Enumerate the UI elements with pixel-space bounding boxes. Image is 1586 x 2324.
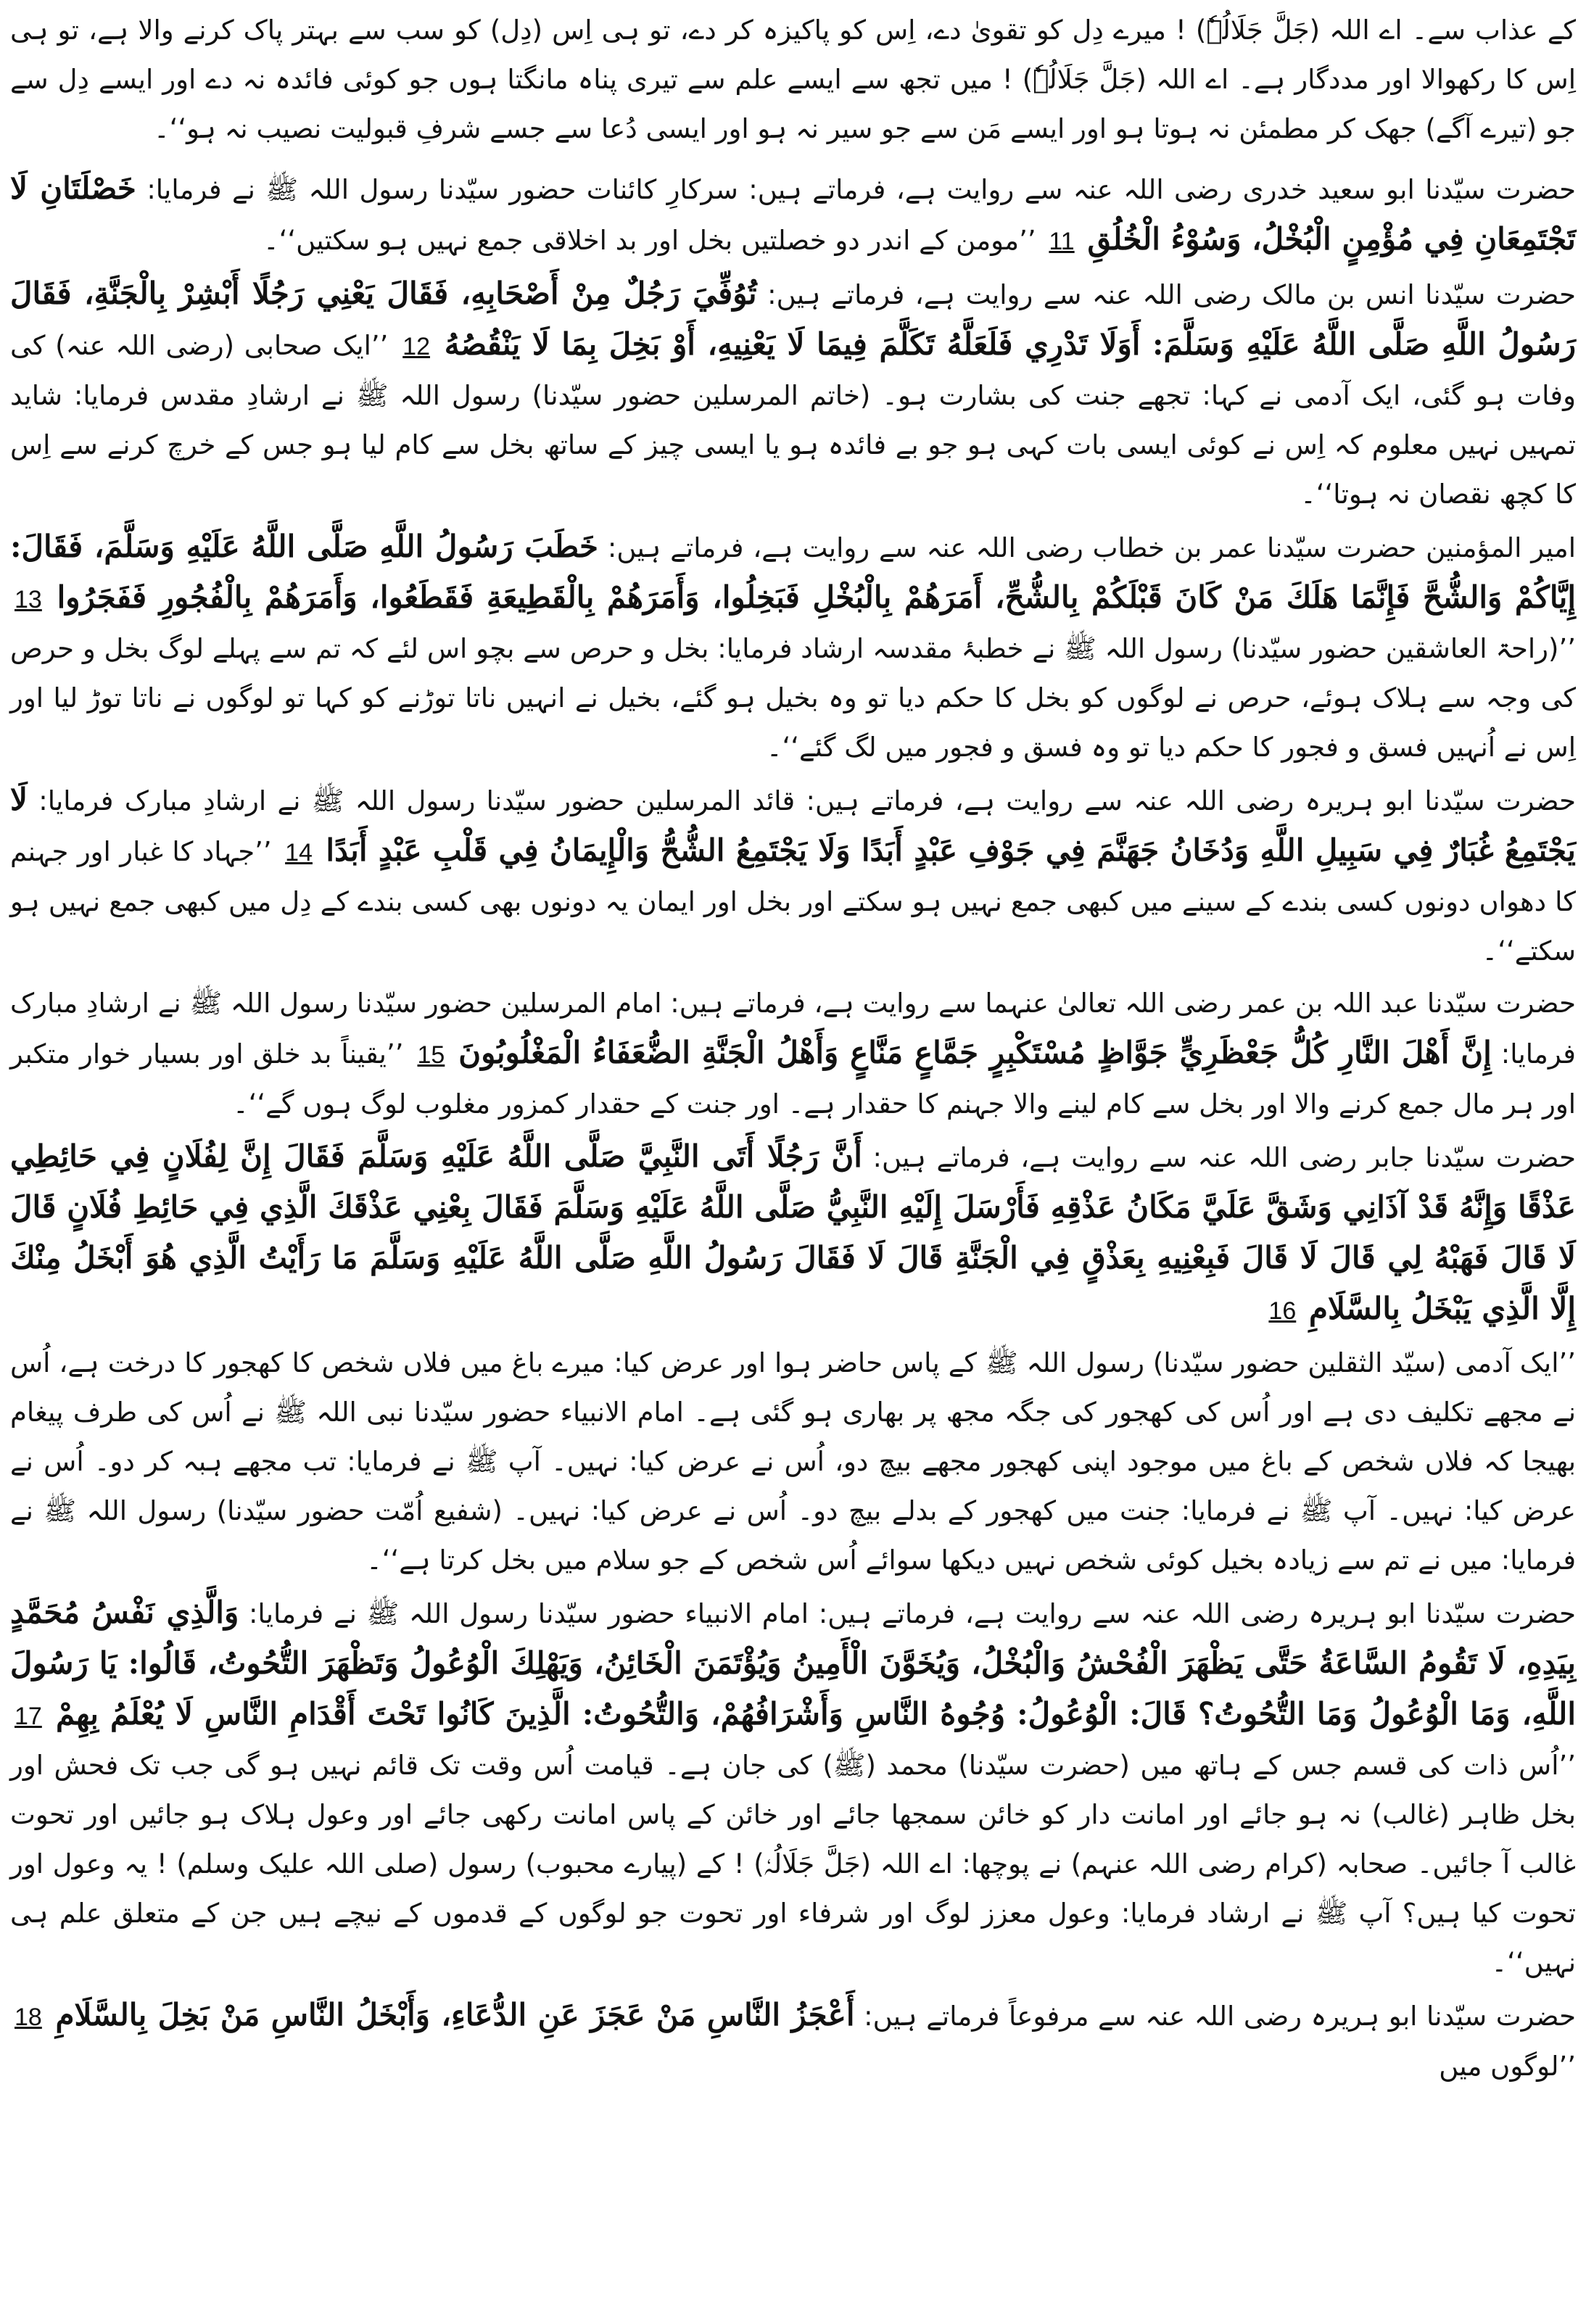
urdu-translation-text: ’’ایک آدمی (سیّد الثقلین حضور سیّدنا) رسول اللہ ﷺ کے پاس حاضر ہوا اور عرض کیا: میرے باغ میں فلاں شخص کا کھجور کا درخت ہے، اُس نے مجھے تکلیف دی ہے اور اُس کی کھجور کی جگہ مجھ پر بھاری ہو گئی ہے۔ امام الانبیاء حضور سیّدنا نبی اللہ ﷺ نے اُس کی طرف پیغام بھیجا کہ فلاں شخص کے باغ میں موجود اپنی کھجور مجھے بیچ دو، اُس نے عرض کیا: نہیں۔ آپ ﷺ نے فرمایا: تب مجھے ہبہ کر دو۔ اُس نے عرض کیا: نہیں۔ آپ ﷺ نے فرمایا: جنت میں کھجور کے بدلے بیچ دو۔ اُس نے عرض کیا: نہیں۔ (شفیع اُمّت حضور سیّدنا) رسول اللہ ﷺ نے فرمایا: میں نے تم سے زیادہ بخیل کوئی شخص نہیں دیکھا سوائے اُس شخص کے جو سلام میں بخل کرتا ہے‘‘۔ bbox=[10, 1347, 1576, 1576]
footnote-reference: 11 bbox=[1049, 228, 1075, 255]
arabic-hadith-text: إِنَّ أَهْلَ النَّارِ كُلُّ جَعْظَرِيٍّ جَوَّاظٍ مُسْتَكْبِرٍ جَمَّاعٍ مَنَّاعٍ وَأَهْلُ الْجَنَّةِ الضُّعَفَاءُ الْمَغْلُوبُونَ bbox=[458, 1035, 1492, 1070]
urdu-translation-text: ’’اُس ذات کی قسم جس کے ہاتھ میں (حضرت سیّدنا) محمد (ﷺ) کی جان ہے۔ قیامت اُس وقت تک قائم نہیں ہو گی جب تک فحش اور بخل ظاہر (غالب) نہ ہو جائے اور امانت دار کو خائن سمجھا جائے اور خائن کے پاس امانت رکھی جائے اور وعول ہلاک ہو جائیں اور تحوت غالب آ جائیں۔ صحابہ (کرام رضی اللہ عنہم) نے پوچھا: اے اللہ (جَلَّ جَلَالُہٗ) ! کے (پیارے محبوب) رسول (صلی اللہ علیک وسلم) ! یہ وعول اور تحوت کیا ہیں؟ آپ ﷺ نے ارشاد فرمایا: وعول معزز لوگ اور شرفاء اور تحوت جو لوگوں کے قدموں کے نیچے ہیں جن کے متعلق علم ہی نہیں‘‘۔ bbox=[10, 1750, 1576, 1978]
footnote-reference: 15 bbox=[417, 1041, 445, 1069]
footnote-reference: 18 bbox=[15, 2003, 42, 2031]
urdu-translation-text: ’’(راحۃ العاشقین حضور سیّدنا) رسول اللہ ﷺ نے خطبۂ مقدسہ ارشاد فرمایا: بخل و حرص سے بچو اس لئے کہ تم سے پہلے لوگ بخل و حرص کی وجہ سے ہلاک ہوئے، حرص نے لوگوں کو بخل کا حکم دیا تو وہ بخیل ہو گئے، بخیل نے انہیں ناتا توڑنے کو کہا تو لوگوں نے ناتا توڑ لیا اور اِس نے اُنہیں فسق و فجور کا حکم دیا تو وہ فسق و فجور میں لگ گئے‘‘۔ bbox=[10, 633, 1576, 763]
paragraph-hadith-14 bbox=[10, 775, 1576, 976]
paragraph-hadith-15 bbox=[10, 979, 1576, 1129]
urdu-narrator-text: حضرت سیّدنا انس بن مالک رضی اللہ عنہ سے روایت ہے، فرماتے ہیں: bbox=[756, 279, 1576, 310]
urdu-text: کے عذاب سے۔ اے اللہ (جَلَّ جَلَالُہٗ) ! میرے دِل کو تقویٰ دے، اِس کو پاکیزہ کر دے، تو ہی اِس (دِل) کو سب سے بہتر پاک کرنے والا ہے، تو ہی اِس کا رکھوالا اور مددگار ہے۔ اے اللہ (جَلَّ جَلَالُہٗ) ! میں تجھ سے ایسے علم سے تیری پناہ مانگتا ہوں جو کوئی فائدہ نہ دے اور ایسے دِل سے جو (تیرے آگے) جھک کر مطمئن نہ ہوتا ہو اور ایسے مَن سے جو سیر نہ ہو اور ایسی دُعا سے جسے شرفِ قبولیت نصیب نہ ہو‘‘۔ bbox=[10, 15, 1576, 144]
arabic-hadith-text: تُوُفِّيَ رَجُلٌ مِنْ أَصْحَابِهِ، فَقَالَ يَعْنِي رَجُلًا أَبْشِرْ بِالْجَنَّةِ، فَقَالَ رَسُولُ اللَّهِ صَلَّى اللَّهُ عَلَيْهِ وَسَلَّمَ: أَوَلَا تَدْرِي فَلَعَلَّهُ تَكَلَّمَ فِيمَا لَا يَعْنِيهِ، أَوْ بَخِلَ بِمَا لَا يَنْقُصُهُ bbox=[10, 276, 1576, 362]
urdu-translation-text: ’’یقیناً بد خلق اور بسیار خوار متکبر اور ہر مال جمع کرنے والا اور بخل سے کام لینے والا جہنم کا حقدار ہے۔ اور جنت کے حقدار کمزور مغلوب لوگ ہوں گے‘‘۔ bbox=[10, 1038, 1576, 1120]
footnote-reference: 12 bbox=[402, 333, 430, 360]
paragraph-hadith-12 bbox=[10, 269, 1576, 519]
arabic-hadith-text: خَصْلَتَانِ لَا تَجْتَمِعَانِ فِي مُؤْمِنٍ الْبُخْلُ، وَسُوْءُ الْخُلُقِ bbox=[10, 170, 1576, 257]
urdu-translation-text: ’’جہاد کا غبار اور جہنم کا دھواں دونوں کسی بندے کے سینے میں کبھی جمع نہیں ہو سکتے اور بخل اور ایمان یہ دونوں بھی کسی بندے کے دِل میں کبھی جمع نہیں ہو سکتے‘‘۔ bbox=[10, 836, 1576, 967]
paragraph-hadith-17 bbox=[10, 1588, 1576, 1988]
arabic-hadith-text: لَا يَجْتَمِعُ غُبَارٌ فِي سَبِيلِ اللَّهِ وَدُخَانُ جَهَنَّمَ فِي جَوْفِ عَبْدٍ أَبَدًا وَلَا يَجْتَمِعُ الشُّحُّ وَالْإِيمَانُ فِي قَلْبِ عَبْدٍ أَبَدًا bbox=[10, 782, 1576, 868]
urdu-narrator-text: حضرت سیّدنا جابر رضی اللہ عنہ سے روایت ہے، فرماتے ہیں: bbox=[862, 1142, 1576, 1173]
arabic-hadith-text: وَالَّذِي نَفْسُ مُحَمَّدٍ بِيَدِهِ، لَا تَقُومُ السَّاعَةُ حَتَّى يَظْهَرَ الْفُحْشُ وَالْبُخْلُ، وَيُخَوَّنَ الْأَمِينُ وَيُؤْتَمَنَ الْخَائِنُ، وَيَهْلِكَ الْوُعُولُ وَتَظْهَرَ التُّحُوتُ، قَالُوا: يَا رَسُولَ اللَّهِ، وَمَا الْوُعُولُ وَمَا التُّحُوتُ؟ قَالَ: الْوُعُولُ: وُجُوهُ النَّاسِ وَأَشْرَافُهُمْ، وَالتُّحُوتُ: الَّذِينَ كَانُوا تَحْتَ أَقْدَامِ النَّاسِ لَا يُعْلَمُ بِهِمْ bbox=[10, 1595, 1576, 1732]
urdu-narrator-text: امیر المؤمنین حضرت سیّدنا عمر بن خطاب رضی اللہ عنہ سے روایت ہے، فرماتے ہیں: bbox=[598, 532, 1576, 563]
urdu-narrator-text: حضرت سیّدنا ابو ہریرہ رضی اللہ عنہ سے مرفوعاً فرماتے ہیں: bbox=[854, 2001, 1576, 2032]
urdu-translation-text: ’’مومن کے اندر دو خصلتیں بخل اور بد اخلاقی جمع نہیں ہو سکتیں‘‘۔ bbox=[263, 225, 1036, 256]
paragraph-dua-continuation bbox=[10, 6, 1576, 154]
urdu-narrator-text: حضرت سیّدنا ابو سعید خدری رضی اللہ عنہ سے روایت ہے، فرماتے ہیں: سرکارِ کائنات حضور سیّدنا رسول اللہ ﷺ نے فرمایا: bbox=[136, 174, 1577, 205]
urdu-translation-text: ’’لوگوں میں bbox=[1439, 2051, 1576, 2082]
footnote-reference: 14 bbox=[285, 839, 313, 867]
paragraph-hadith-11 bbox=[10, 164, 1576, 266]
urdu-translation-text: ’’ایک صحابی (رضی اللہ عنہ) کی وفات ہو گئی، ایک آدمی نے کہا: تجھے جنت کی بشارت ہو۔ (خاتم المرسلین حضور سیّدنا) رسول اللہ ﷺ نے ارشادِ مقدس فرمایا: شاید تمہیں نہیں معلوم کہ اِس نے کوئی ایسی بات کہی ہو جو بے فائدہ ہو یا ایسی چیز کے ساتھ بخل سے کام لیا ہو جس کے خرچ کرنے سے اِس کا کچھ نقصان نہ ہوتا‘‘۔ bbox=[10, 330, 1576, 510]
urdu-narrator-text: حضرت سیّدنا ابو ہریرہ رضی اللہ عنہ سے روایت ہے، فرماتے ہیں: امام الانبیاء حضور سیّدنا رسول اللہ ﷺ نے فرمایا: bbox=[239, 1598, 1576, 1629]
arabic-hadith-text: أَعْجَزُ النَّاسِ مَنْ عَجَزَ عَنِ الدُّعَاءِ، وَأَبْخَلُ النَّاسِ مَنْ بَخِلَ بِالسَّلَامِ bbox=[55, 1997, 855, 2033]
urdu-narrator-text: حضرت سیّدنا ابو ہریرہ رضی اللہ عنہ سے روایت ہے، فرماتے ہیں: قائد المرسلین حضور سیّدنا رسول اللہ ﷺ نے ارشادِ مبارک فرمایا: bbox=[27, 785, 1576, 816]
footnote-reference: 17 bbox=[15, 1703, 42, 1730]
paragraph-hadith-18 bbox=[10, 1990, 1576, 2091]
arabic-hadith-text: أَنَّ رَجُلًا أَتَى النَّبِيَّ صَلَّى اللَّهُ عَلَيْهِ وَسَلَّمَ فَقَالَ إِنَّ لِفُلَانٍ فِي حَائِطِي عَذْقًا وَإِنَّهُ قَدْ آذَانِي وَشَقَّ عَلَيَّ مَكَانُ عَذْقِهِ فَأَرْسَلَ إِلَيْهِ النَّبِيُّ صَلَّى اللَّهُ عَلَيْهِ وَسَلَّمَ فَقَالَ بِعْنِي عَذْقَكَ الَّذِي فِي حَائِطِ فُلَانٍ قَالَ لَا قَالَ فَهَبْهُ لِي قَالَ لَا قَالَ فَبِعْنِيهِ بِعَذْقٍ فِي الْجَنَّةِ قَالَ لَا فَقَالَ رَسُولُ اللَّهِ صَلَّى اللَّهُ عَلَيْهِ وَسَلَّمَ مَا رَأَيْتُ الَّذِي هُوَ أَبْخَلُ مِنْكَ إِلَّا الَّذِي يَبْخَلُ بِالسَّلَامِ bbox=[10, 1138, 1576, 1326]
paragraph-hadith-16-translation bbox=[10, 1339, 1576, 1585]
arabic-hadith-text: خَطَبَ رَسُولُ اللَّهِ صَلَّى اللَّهُ عَلَيْهِ وَسَلَّمَ، فَقَالَ: إِيَّاكُمْ وَالشُّحَّ فَإِنَّمَا هَلَكَ مَنْ كَانَ قَبْلَكُمْ بِالشُّحِّ، أَمَرَهُمْ بِالْبُخْلِ فَبَخِلُوا، وَأَمَرَهُمْ بِالْقَطِيعَةِ فَقَطَعُوا، وَأَمَرَهُمْ بِالْفُجُورِ فَفَجَرُوا bbox=[10, 529, 1577, 615]
footnote-reference: 16 bbox=[1268, 1297, 1297, 1325]
footnote-reference: 13 bbox=[15, 586, 42, 613]
urdu-narrator-text: حضرت سیّدنا عبد اللہ بن عمر رضی اللہ تعالیٰ عنہما سے روایت ہے، فرماتے ہیں: امام المرسلین حضور سیّدنا رسول اللہ ﷺ نے ارشادِ مبارک فرمایا: bbox=[10, 988, 1576, 1070]
paragraph-hadith-16 bbox=[10, 1132, 1576, 1336]
paragraph-hadith-13 bbox=[10, 522, 1576, 772]
